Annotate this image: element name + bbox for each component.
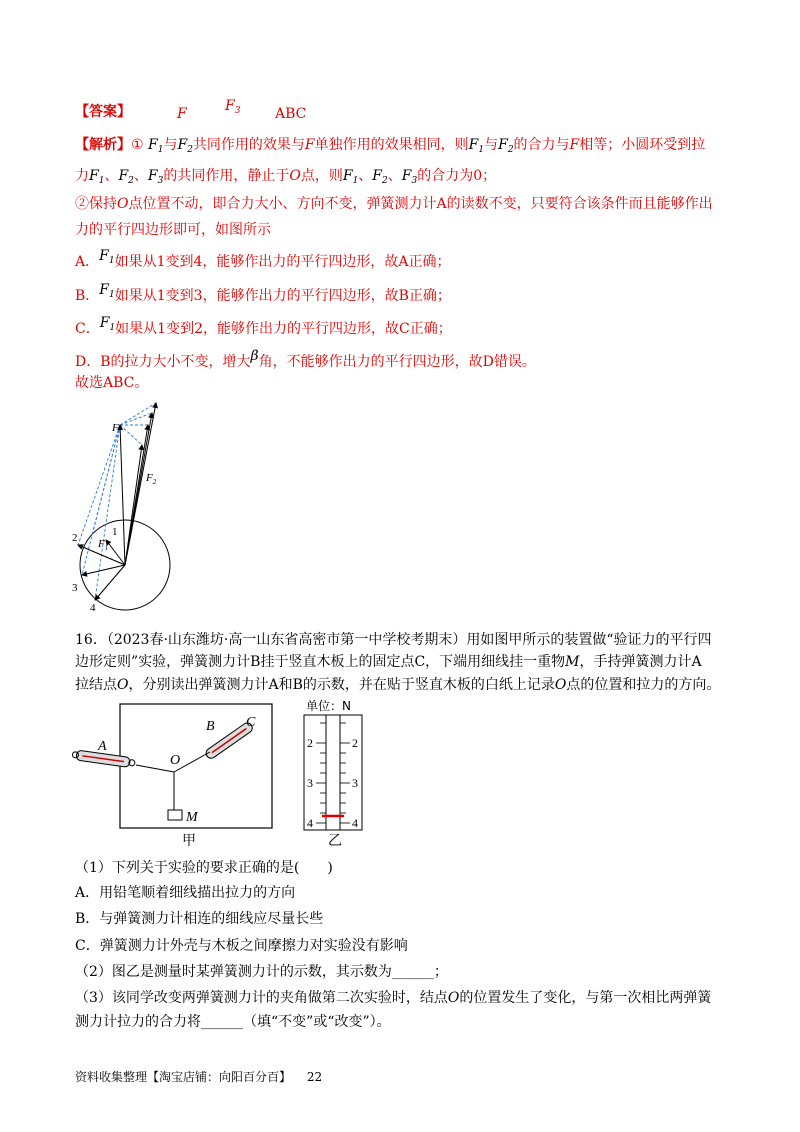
subq-1-option-c: C．弹簧测力计外壳与木板之间摩擦力对实验没有影响 (75, 938, 408, 954)
option-a: A．$F_1$如果从1变到4，能够作出力的平行四边形，故A正确； (75, 248, 451, 270)
subq-3-line-1: （3）该同学改变两弹簧测力计的夹角做第二次实验时，结点O的位置发生了变化，与第一次相比两弹簧 (75, 990, 712, 1006)
label-C: C (246, 715, 256, 730)
beta-symbol: β (250, 348, 259, 364)
subq-1: （1）下列关于实验的要求正确的是( ) (75, 860, 333, 876)
resultant-F (120, 425, 125, 565)
label-B: B (206, 719, 215, 734)
apparatus-figure-jia (70, 700, 280, 850)
label-A: A (98, 739, 107, 754)
symbol-F1: $F_1$ (468, 137, 485, 155)
analysis-line-3: ②保持O点位置不动，即合力大小、方向不变，弹簧测力计A的读数不变，只要符合该条件而且能够作出 (75, 196, 713, 212)
answer-line (75, 98, 307, 122)
unit-label: 单位：N (306, 699, 351, 713)
conclusion: 故选ABC。 (75, 375, 149, 391)
label-O: O (170, 753, 181, 768)
num-2: 2 (72, 532, 78, 544)
num-4: 4 (90, 602, 96, 614)
scale-figure-yi (298, 697, 378, 847)
answer-blank-2: $F_3$ (225, 98, 241, 116)
symbol-F3: $F_3$ (147, 168, 164, 186)
footer-text: 资料收集整理【淘宝店铺：向阳百分百】 (75, 1070, 292, 1084)
scale-2-right: 2 (352, 736, 358, 750)
question-16-line-1: 16．（2023春·山东潍坊·高一山东省高密市第一中学校考期末）用如图甲所示的装置做“验证力的平行四 (75, 632, 712, 648)
scale-2-left: 2 (307, 736, 313, 750)
analysis-line-1: 【解析】① $F_1$与$F_2$共同作用的效果与F单独作用的效果相同，则$F_1$与$F_2$的合力与F相等；小圆环受到拉 (75, 137, 706, 155)
symbol-F1: $F_1$ (89, 168, 105, 186)
label-F2: $F_2$ (146, 472, 157, 486)
symbol-F1: $F_1$ (99, 282, 115, 300)
symbol-F1: $F_1$ (148, 137, 164, 155)
symbol-F2: $F_2$ (118, 168, 134, 186)
option-c: C．$F_1$如果从1变到2，能够作出力的平行四边形，故C正确； (75, 315, 452, 337)
question-16-line-2: 边形定则”实验，弹簧测力计B挂于竖直木板上的固定点C，下端用细线挂一重物M，手持弹簧测力计A (75, 654, 702, 670)
scale-4-left: 4 (307, 816, 313, 830)
force-parallelogram-figure (70, 395, 200, 615)
symbol-F1: $F_1$ (342, 168, 359, 186)
answer-blank-1: F (177, 106, 187, 122)
num-1: 1 (112, 526, 118, 538)
symbol-F2: $F_2$ (372, 168, 388, 186)
scale-3-right: 3 (352, 776, 358, 790)
question-16-line-3: 拉结点O，分别读出弹簧测力计A和B的示数，并在贴于竖直木板的白纸上记录O点的位置和拉力的方向。 (75, 677, 721, 693)
label-M: M (186, 810, 198, 825)
subq-3-line-2: 测力计拉力的合力将______（填“不变”或“改变”）。 (75, 1014, 391, 1030)
symbol-F3: $F_3$ (401, 168, 418, 186)
scale-3-left: 3 (307, 776, 313, 790)
scale-4-right: 4 (352, 816, 358, 830)
page-footer (75, 1068, 322, 1085)
num-3: 3 (72, 582, 78, 594)
page-number: 22 (306, 1070, 323, 1084)
symbol-F2: $F_2$ (498, 137, 514, 155)
label-F1: $F_1$ (98, 538, 109, 552)
weight-M (168, 810, 182, 820)
analysis-label: 【解析】 (75, 137, 131, 153)
caption-yi: 乙 (328, 833, 342, 847)
label-F: F (112, 422, 119, 434)
subq-2: （2）图乙是测量时某弹簧测力计的示数，其示数为______； (75, 964, 448, 980)
analysis-line-4: 力的平行四边形即可，如图所示 (75, 222, 271, 238)
subq-1-option-a: A．用铅笔顺着细线描出拉力的方向 (75, 885, 296, 901)
analysis-line-2: 力$F_1$、$F_2$、$F_3$的共同作用，静止于O点，则$F_1$、$F_2$、$F_3$的合力为0； (75, 168, 497, 186)
symbol-F2: $F_2$ (177, 137, 193, 155)
option-b: B．$F_1$如果从1变到3，能够作出力的平行四边形，故B正确； (75, 282, 451, 304)
answer-blank-3: ABC (275, 106, 307, 122)
symbol-F1: $F_1$ (99, 248, 115, 266)
subq-1-option-b: B．与弹簧测力计相连的细线应尽量长些 (75, 911, 324, 927)
option-d: D．B的拉力大小不变，增大β角，不能够作出力的平行四边形，故D错误。 (75, 348, 536, 370)
answer-label: 【答案】 (75, 104, 131, 120)
caption-jia: 甲 (182, 833, 196, 849)
symbol-F1: $F_1$ (99, 315, 116, 333)
